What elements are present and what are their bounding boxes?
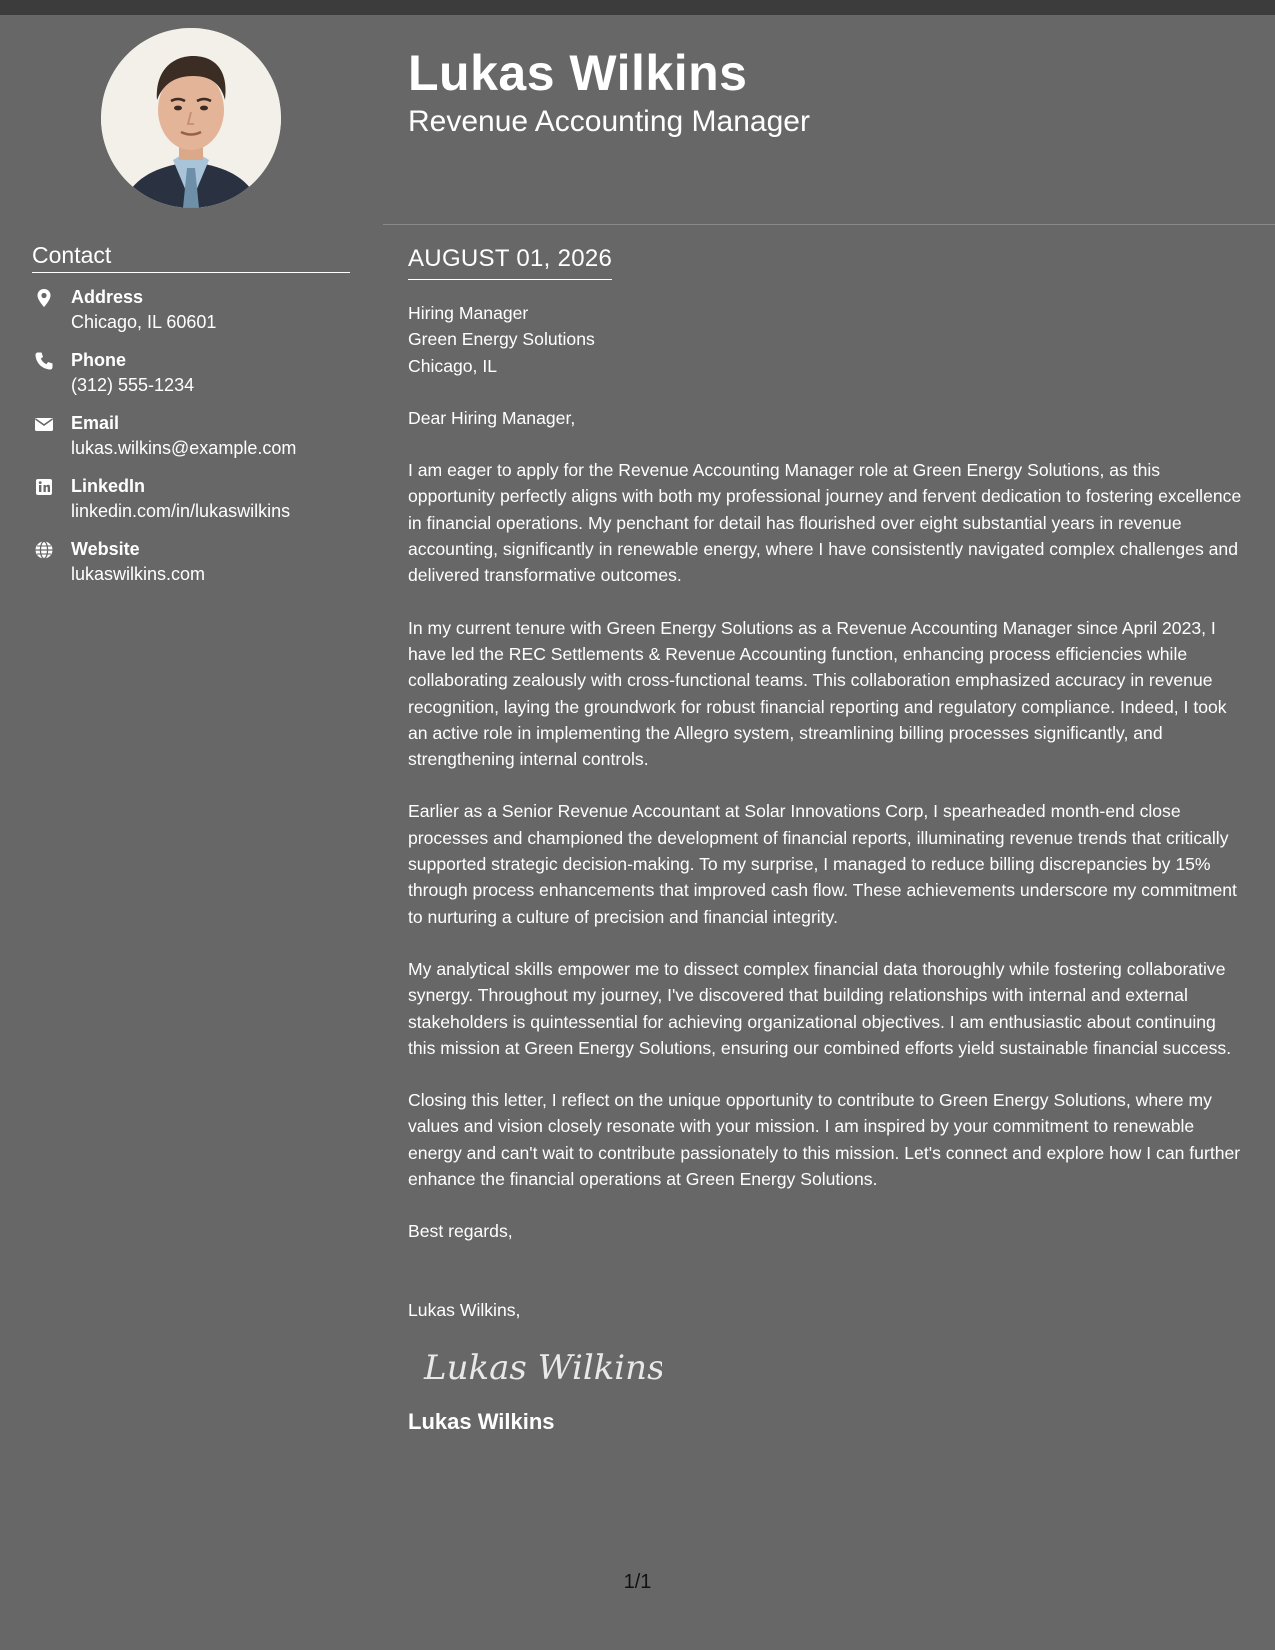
- applicant-name: Lukas Wilkins: [408, 45, 748, 101]
- recipient-line: Green Energy Solutions: [408, 329, 595, 350]
- header-divider: [383, 224, 1275, 225]
- letter-date: AUGUST 01, 2026: [408, 244, 612, 280]
- contact-label: LinkedIn: [71, 476, 146, 496]
- paragraph: Earlier as a Senior Revenue Accountant at Solar Innovations Corp, I spearheaded month-end close processes and championed the development of financial reports, illuminating revenue trends that critically supported strategic decision-making. To my surprise, I managed to reduce billing discrepancies by 15% through process enhancements that improved cash flow. These achievements underscore my commitment to nurturing a culture of precision and financial integrity.: [408, 801, 1237, 927]
- svg-text:Lukas Wilkins: Lukas Wilkins: [424, 1347, 662, 1388]
- map-pin-icon: [34, 288, 54, 308]
- avatar: [101, 28, 281, 208]
- linkedin-icon: [34, 477, 54, 497]
- closing: Best regards,: [408, 1221, 513, 1242]
- contact-item-phone: [32, 349, 362, 412]
- contact-item-address: [32, 286, 362, 349]
- contact-list: [32, 286, 362, 601]
- paragraph: Closing this letter, I reflect on the unique opportunity to contribute to Green Energy Solutions, where my values and vision closely resonate with your mission. I am inspired by your commitment to renewable energy and can't wait to contribute passionately to this mission. Let's connect and explore how I can further enhance the financial operations at Green Energy Solutions.: [408, 1090, 1241, 1190]
- letter-body: [408, 244, 1248, 1437]
- paragraph: In my current tenure with Green Energy Solutions as a Revenue Accounting Manager since April 2023, I have led the REC Settlements & Revenue Accounting function, enhancing process efficiencies while collaborating zealously with cross-functional teams. This collaboration emphasized accuracy in revenue recognition, laying the groundwork for robust financial reporting and regulatory compliance. Indeed, I took an active role in implementing the Allegro system, streamlining billing processes significantly, and strengthening internal controls.: [408, 617, 1227, 770]
- signature-image: [422, 1341, 1248, 1391]
- contact-value: Chicago, IL 60601: [71, 312, 217, 332]
- closing-name: Lukas Wilkins,: [408, 1299, 521, 1320]
- phone-icon: [34, 351, 54, 371]
- top-bar: [0, 0, 1275, 15]
- contact-label: Email: [71, 413, 120, 433]
- contact-item-email: [32, 412, 362, 475]
- paragraph: My analytical skills empower me to dissect complex financial data thoroughly while fostering collaborative synergy. Throughout my journey, I've discovered that building relationships with internal and external stakeholders is quintessential for achieving organizational objectives. I am enthusiastic about continuing this mission at Green Energy Solutions, ensuring our combined efforts yield sustainable financial success.: [408, 958, 1232, 1058]
- contact-section-title: Contact: [32, 240, 350, 273]
- contact-value: (312) 555-1234: [71, 375, 195, 395]
- signed-name: Lukas Wilkins: [408, 1408, 555, 1434]
- job-title: Revenue Accounting Manager: [408, 105, 810, 138]
- portrait-image: [101, 28, 281, 208]
- recipient-line: Hiring Manager: [408, 303, 529, 323]
- contact-value[interactable]: lukas.wilkins@example.com: [71, 438, 297, 458]
- globe-icon: [34, 540, 54, 560]
- contact-label: Address: [71, 287, 144, 307]
- envelope-icon: [34, 414, 54, 434]
- contact-item-website: [32, 538, 362, 601]
- contact-value[interactable]: lukaswilkins.com: [71, 564, 206, 584]
- contact-label: Phone: [71, 350, 127, 370]
- contact-label: Website: [71, 539, 140, 559]
- recipient-block: [408, 300, 1248, 379]
- contact-value[interactable]: linkedin.com/in/lukaswilkins: [71, 501, 291, 521]
- paragraph: I am eager to apply for the Revenue Accounting Manager role at Green Energy Solutions, as this opportunity perfectly aligns with both my professional journey and fervent dedication to fostering excellence in financial operations. My penchant for detail has flourished over eight substantial years in revenue accounting, significantly in renewable energy, where I have consistently navigated complex challenges and delivered transformative outcomes.: [408, 460, 1242, 586]
- recipient-line: Chicago, IL: [408, 355, 497, 376]
- contact-item-linkedin: [32, 475, 362, 538]
- salutation: Dear Hiring Manager,: [408, 407, 576, 428]
- page-number: 1/1: [623, 1571, 652, 1593]
